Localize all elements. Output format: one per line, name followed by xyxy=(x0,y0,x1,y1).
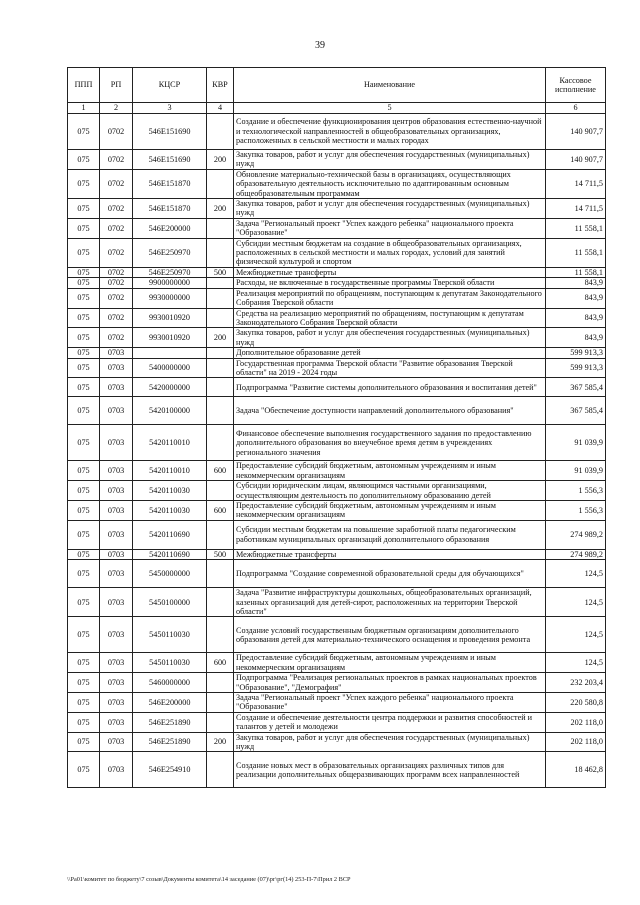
cell-kvr: 200 xyxy=(207,732,234,752)
cell-kvr xyxy=(207,673,234,693)
table-row xyxy=(68,520,606,549)
table-row xyxy=(68,199,606,219)
cell-rp: 0703 xyxy=(100,378,133,397)
cell-rp: 0702 xyxy=(100,278,133,288)
cell-kcsr: 9900000000 xyxy=(133,278,207,288)
cell-rp: 0702 xyxy=(100,288,133,308)
table-row xyxy=(68,425,606,461)
cell-kvr: 500 xyxy=(207,549,234,559)
cell-ppp: 075 xyxy=(68,267,100,277)
cell-rp: 0703 xyxy=(100,348,133,358)
cell-ppp: 075 xyxy=(68,238,100,267)
cell-amount: 91 039,9 xyxy=(546,425,606,461)
cell-rp: 0703 xyxy=(100,358,133,378)
table-row xyxy=(68,617,606,653)
cell-amount: 599 913,3 xyxy=(546,348,606,358)
cell-ppp: 075 xyxy=(68,348,100,358)
column-number: 3 xyxy=(133,103,207,114)
cell-amount: 232 203,4 xyxy=(546,673,606,693)
table-row xyxy=(68,549,606,559)
cell-amount: 843,9 xyxy=(546,328,606,348)
cell-ppp: 075 xyxy=(68,328,100,348)
cell-rp: 0703 xyxy=(100,588,133,617)
cell-kcsr: 546E200000 xyxy=(133,693,207,713)
cell-kvr: 200 xyxy=(207,150,234,170)
cell-amount: 124,5 xyxy=(546,653,606,673)
cell-name: Субсидии местным бюджетам на повышение заработной платы педагогическим работникам муниципальных организаций дополнительного образования xyxy=(234,520,546,549)
cell-amount: 1 556,3 xyxy=(546,481,606,501)
column-number: 6 xyxy=(546,103,606,114)
cell-rp: 0702 xyxy=(100,169,133,198)
table-row xyxy=(68,238,606,267)
cell-ppp: 075 xyxy=(68,712,100,732)
cell-kvr xyxy=(207,348,234,358)
cell-rp: 0702 xyxy=(100,199,133,219)
cell-rp: 0703 xyxy=(100,653,133,673)
cell-ppp: 075 xyxy=(68,218,100,238)
cell-kcsr: 5450000000 xyxy=(133,560,207,588)
cell-ppp: 075 xyxy=(68,693,100,713)
cell-kvr xyxy=(207,238,234,267)
table-row xyxy=(68,732,606,752)
cell-rp: 0703 xyxy=(100,712,133,732)
table-row xyxy=(68,397,606,425)
cell-rp: 0702 xyxy=(100,267,133,277)
cell-rp: 0703 xyxy=(100,752,133,788)
table-row xyxy=(68,150,606,170)
cell-ppp: 075 xyxy=(68,199,100,219)
table-row xyxy=(68,653,606,673)
cell-rp: 0703 xyxy=(100,500,133,520)
cell-rp: 0702 xyxy=(100,328,133,348)
cell-ppp: 075 xyxy=(68,308,100,328)
cell-amount: 202 118,0 xyxy=(546,732,606,752)
cell-ppp: 075 xyxy=(68,358,100,378)
cell-amount: 274 989,2 xyxy=(546,520,606,549)
cell-name: Закупка товаров, работ и услуг для обеспечения государственных (муниципальных) нужд xyxy=(234,150,546,170)
cell-kvr xyxy=(207,560,234,588)
cell-kcsr: 546E251890 xyxy=(133,712,207,732)
table-row xyxy=(68,560,606,588)
table-row xyxy=(68,358,606,378)
table-row xyxy=(68,378,606,397)
table-row xyxy=(68,461,606,481)
cell-ppp: 075 xyxy=(68,732,100,752)
table-row xyxy=(68,218,606,238)
cell-ppp: 075 xyxy=(68,481,100,501)
cell-name: Создание и обеспечение функционирования центров образования естественно-научной и технологической направленностей в общеобразовательных организациях, расположенных в сельской местности и малых городах xyxy=(234,114,546,150)
cell-kvr: 200 xyxy=(207,199,234,219)
cell-kvr: 600 xyxy=(207,500,234,520)
cell-kvr xyxy=(207,358,234,378)
column-number: 2 xyxy=(100,103,133,114)
cell-name: Создание новых мест в образовательных организациях различных типов для реализации дополнительных общеразвивающих программ всех направленностей xyxy=(234,752,546,788)
table-row xyxy=(68,308,606,328)
cell-kvr xyxy=(207,617,234,653)
cell-amount: 91 039,9 xyxy=(546,461,606,481)
cell-rp: 0703 xyxy=(100,560,133,588)
cell-amount: 140 907,7 xyxy=(546,114,606,150)
cell-name: Предоставление субсидий бюджетным, автономным учреждениям и иным некоммерческим организациям xyxy=(234,461,546,481)
cell-kcsr: 546E151870 xyxy=(133,169,207,198)
cell-kvr xyxy=(207,693,234,713)
cell-kvr xyxy=(207,588,234,617)
cell-amount: 1 556,3 xyxy=(546,500,606,520)
cell-amount: 599 913,3 xyxy=(546,358,606,378)
cell-kcsr: 5420110690 xyxy=(133,549,207,559)
cell-name: Межбюджетные трансферты xyxy=(234,267,546,277)
cell-name: Субсидии местным бюджетам на создание в общеобразовательных организациях, расположенных в сельской местности и малых городах, условий для занятий физической культурой и спортом xyxy=(234,238,546,267)
cell-amount: 843,9 xyxy=(546,278,606,288)
cell-kcsr: 5420110010 xyxy=(133,425,207,461)
cell-name: Расходы, не включенные в государственные программы Тверской области xyxy=(234,278,546,288)
cell-kcsr: 5420000000 xyxy=(133,378,207,397)
cell-ppp: 075 xyxy=(68,378,100,397)
cell-name: Субсидии юридическим лицам, являющимся частными организациями, осуществляющим деятельность по дополнительному образованию детей xyxy=(234,481,546,501)
cell-kcsr: 5450100000 xyxy=(133,588,207,617)
table-row xyxy=(68,328,606,348)
table-row xyxy=(68,267,606,277)
cell-name: Закупка товаров, работ и услуг для обеспечения государственных (муниципальных) нужд xyxy=(234,328,546,348)
cell-amount: 843,9 xyxy=(546,288,606,308)
cell-name: Подпрограмма "Создание современной образовательной среды для обучающихся" xyxy=(234,560,546,588)
cell-ppp: 075 xyxy=(68,114,100,150)
cell-kcsr: 5420110690 xyxy=(133,520,207,549)
cell-kcsr: 546E250970 xyxy=(133,267,207,277)
cell-ppp: 075 xyxy=(68,653,100,673)
cell-name: Предоставление субсидий бюджетным, автономным учреждениям и иным некоммерческим организациям xyxy=(234,500,546,520)
column-number: 4 xyxy=(207,103,234,114)
cell-amount: 367 585,4 xyxy=(546,397,606,425)
cell-kvr xyxy=(207,520,234,549)
table-row xyxy=(68,712,606,732)
cell-ppp: 075 xyxy=(68,500,100,520)
cell-kvr xyxy=(207,481,234,501)
cell-rp: 0702 xyxy=(100,150,133,170)
cell-kcsr: 9930000000 xyxy=(133,288,207,308)
cell-kvr xyxy=(207,378,234,397)
cell-ppp: 075 xyxy=(68,150,100,170)
budget-table xyxy=(67,67,606,788)
cell-ppp: 075 xyxy=(68,520,100,549)
cell-name: Создание условий государственным бюджетным организациям дополнительного образования детей для материально-технического оснащения и проведения ремонта xyxy=(234,617,546,653)
cell-kvr xyxy=(207,752,234,788)
table-row xyxy=(68,114,606,150)
table-row xyxy=(68,481,606,501)
cell-kvr xyxy=(207,425,234,461)
cell-name: Закупка товаров, работ и услуг для обеспечения государственных (муниципальных) нужд xyxy=(234,732,546,752)
cell-amount: 11 558,1 xyxy=(546,218,606,238)
cell-amount: 14 711,5 xyxy=(546,169,606,198)
cell-rp: 0703 xyxy=(100,397,133,425)
cell-name: Предоставление субсидий бюджетным, автономным учреждениям и иным некоммерческим организациям xyxy=(234,653,546,673)
cell-amount: 124,5 xyxy=(546,560,606,588)
cell-kcsr: 5450110030 xyxy=(133,653,207,673)
cell-ppp: 075 xyxy=(68,560,100,588)
cell-rp: 0702 xyxy=(100,218,133,238)
cell-name: Задача "Региональный проект "Успех каждого ребенка" национального проекта "Образование" xyxy=(234,693,546,713)
cell-amount: 140 907,7 xyxy=(546,150,606,170)
cell-ppp: 075 xyxy=(68,673,100,693)
table-row xyxy=(68,288,606,308)
cell-kvr xyxy=(207,397,234,425)
cell-amount: 124,5 xyxy=(546,588,606,617)
cell-ppp: 075 xyxy=(68,425,100,461)
column-number: 5 xyxy=(234,103,546,114)
header-kvr: КВР xyxy=(207,68,234,103)
cell-amount: 14 711,5 xyxy=(546,199,606,219)
cell-rp: 0703 xyxy=(100,425,133,461)
cell-kvr xyxy=(207,308,234,328)
header-amount: Кассовое исполнение xyxy=(546,68,606,103)
table-row xyxy=(68,169,606,198)
table-row xyxy=(68,693,606,713)
cell-kcsr: 546E250970 xyxy=(133,238,207,267)
cell-name: Государственная программа Тверской области "Развитие образования Тверской области" на 2019 - 2024 годы xyxy=(234,358,546,378)
cell-kcsr: 9930010920 xyxy=(133,328,207,348)
cell-kvr xyxy=(207,278,234,288)
column-number: 1 xyxy=(68,103,100,114)
cell-ppp: 075 xyxy=(68,752,100,788)
table-row xyxy=(68,752,606,788)
cell-rp: 0702 xyxy=(100,238,133,267)
cell-kcsr: 5420100000 xyxy=(133,397,207,425)
cell-kcsr: 546E200000 xyxy=(133,218,207,238)
cell-name: Дополнительное образование детей xyxy=(234,348,546,358)
cell-name: Подпрограмма "Развитие системы дополнительного образования и воспитания детей" xyxy=(234,378,546,397)
table-row xyxy=(68,588,606,617)
cell-rp: 0703 xyxy=(100,673,133,693)
cell-kcsr: 5460000000 xyxy=(133,673,207,693)
cell-kvr: 600 xyxy=(207,653,234,673)
cell-name: Создание и обеспечение деятельности центра поддержки и развития способностей и талантов у детей и молодежи xyxy=(234,712,546,732)
cell-kvr: 200 xyxy=(207,328,234,348)
cell-ppp: 075 xyxy=(68,397,100,425)
cell-ppp: 075 xyxy=(68,617,100,653)
cell-kcsr: 9930010920 xyxy=(133,308,207,328)
cell-kvr xyxy=(207,218,234,238)
cell-kcsr: 546E251890 xyxy=(133,732,207,752)
cell-kvr xyxy=(207,288,234,308)
cell-rp: 0702 xyxy=(100,114,133,150)
cell-name: Обновление материально-технической базы в организациях, осуществляющих образовательную деятельность исключительно по адаптированным основным общеобразовательным программам xyxy=(234,169,546,198)
cell-kcsr xyxy=(133,348,207,358)
cell-kvr xyxy=(207,114,234,150)
file-path-footer: \\Pa01\комитет по бюджету\7 созыв\Документы комитета\14 заседание (07)\рг\рг(14) 253-П-7\Прил 2 ВСР xyxy=(67,876,351,883)
cell-ppp: 075 xyxy=(68,549,100,559)
header-name: Наименование xyxy=(234,68,546,103)
table-body xyxy=(68,114,606,788)
cell-name: Задача "Обеспечение доступности направлений дополнительного образования" xyxy=(234,397,546,425)
cell-ppp: 075 xyxy=(68,288,100,308)
cell-kcsr: 5420110030 xyxy=(133,481,207,501)
cell-kcsr: 546E151870 xyxy=(133,199,207,219)
cell-kvr: 500 xyxy=(207,267,234,277)
header-rp: РП xyxy=(100,68,133,103)
cell-ppp: 075 xyxy=(68,169,100,198)
cell-amount: 202 118,0 xyxy=(546,712,606,732)
table-row xyxy=(68,500,606,520)
cell-amount: 11 558,1 xyxy=(546,267,606,277)
cell-name: Задача "Региональный проект "Успех каждого ребенка" национального проекта "Образование" xyxy=(234,218,546,238)
cell-kcsr: 546E151690 xyxy=(133,114,207,150)
cell-name: Средства на реализацию мероприятий по обращениям, поступающим к депутатам Законодательного Собрания Тверской области xyxy=(234,308,546,328)
cell-rp: 0703 xyxy=(100,481,133,501)
table-row xyxy=(68,673,606,693)
cell-kcsr: 5400000000 xyxy=(133,358,207,378)
cell-rp: 0703 xyxy=(100,617,133,653)
cell-kvr xyxy=(207,169,234,198)
cell-rp: 0703 xyxy=(100,549,133,559)
cell-rp: 0703 xyxy=(100,520,133,549)
cell-kcsr: 5420110030 xyxy=(133,500,207,520)
cell-amount: 274 989,2 xyxy=(546,549,606,559)
cell-amount: 367 585,4 xyxy=(546,378,606,397)
header-row xyxy=(68,68,606,103)
cell-amount: 843,9 xyxy=(546,308,606,328)
cell-ppp: 075 xyxy=(68,278,100,288)
cell-kvr xyxy=(207,712,234,732)
cell-kcsr: 5420110010 xyxy=(133,461,207,481)
cell-ppp: 075 xyxy=(68,588,100,617)
cell-rp: 0703 xyxy=(100,693,133,713)
cell-amount: 18 462,8 xyxy=(546,752,606,788)
cell-name: Подпрограмма "Реализация региональных проектов в рамках национальных проектов "Образование", "Демография" xyxy=(234,673,546,693)
cell-ppp: 075 xyxy=(68,461,100,481)
cell-name: Закупка товаров, работ и услуг для обеспечения государственных (муниципальных) нужд xyxy=(234,199,546,219)
cell-amount: 11 558,1 xyxy=(546,238,606,267)
cell-kcsr: 5450110030 xyxy=(133,617,207,653)
cell-name: Межбюджетные трансферты xyxy=(234,549,546,559)
cell-rp: 0702 xyxy=(100,308,133,328)
cell-kcsr: 546E254910 xyxy=(133,752,207,788)
cell-amount: 124,5 xyxy=(546,617,606,653)
cell-rp: 0703 xyxy=(100,732,133,752)
cell-name: Задача "Развитие инфраструктуры дошкольных, общеобразовательных организаций, казенных организаций для детей-сирот, расположенных на территории Тверской области" xyxy=(234,588,546,617)
cell-kvr: 600 xyxy=(207,461,234,481)
column-number-row xyxy=(68,103,606,114)
cell-name: Реализация мероприятий по обращениям, поступающим к депутатам Законодательного Собрания Тверской области xyxy=(234,288,546,308)
cell-kcsr: 546E151690 xyxy=(133,150,207,170)
page-number: 39 xyxy=(315,40,325,51)
cell-name: Финансовое обеспечение выполнения государственного задания по предоставлению дополнительного образования во внеучебное время детям в учреждениях регионального значения xyxy=(234,425,546,461)
cell-rp: 0703 xyxy=(100,461,133,481)
table-row xyxy=(68,348,606,358)
header-kcsr: КЦСР xyxy=(133,68,207,103)
table-row xyxy=(68,278,606,288)
cell-amount: 220 580,8 xyxy=(546,693,606,713)
header-ppp: ППП xyxy=(68,68,100,103)
